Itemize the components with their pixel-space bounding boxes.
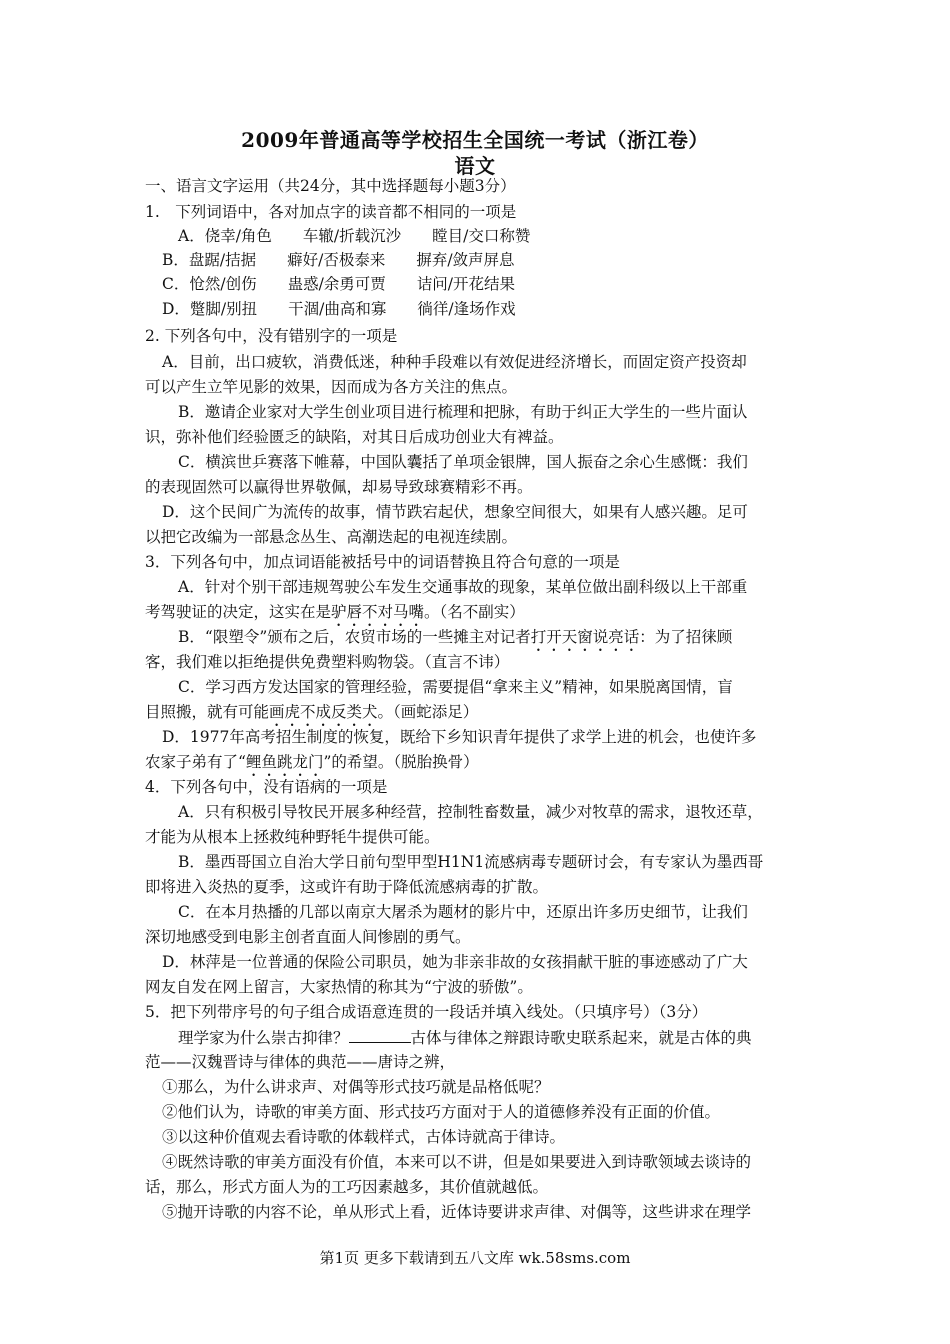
q3-a-text-before: 考驾驶证的决定，这实在是 bbox=[145, 603, 332, 621]
q2-option-a-line2: 可以产生立竿见影的效果，因而成为各方关注的焦点。 bbox=[145, 378, 518, 396]
q5-sentence-1: ①那么，为什么讲求声、对偶等形式技巧就是品格低呢？ bbox=[162, 1078, 550, 1096]
q2-option-c-line1: C．横滨世乒赛落下帷幕，中国队囊括了单项金银牌，国人振奋之余心生感慨：我们 bbox=[178, 453, 748, 471]
q3-d-text-after: ”的希望。（脱胎换骨） bbox=[323, 753, 479, 771]
q4-option-c-line1: C．在本月热播的几部以南京大屠杀为题材的影片中，还原出许多历史细节，让我们 bbox=[178, 903, 748, 921]
exam-subject: 语文 bbox=[454, 154, 496, 178]
q2-option-a-line1: A．目前，出口疲软，消费低迷，种种手段难以有效促进经济增长，而固定资产投资却 bbox=[162, 353, 747, 371]
q1-option-d: D．蹩脚/别扭 干涸/曲高和寡 徜徉/逢场作戏 bbox=[162, 300, 516, 318]
q3-c-text-before: 目照搬，就有可能 bbox=[145, 703, 270, 721]
q3-b-text-after: ：为了招徕顾 bbox=[639, 628, 733, 646]
answer-blank[interactable] bbox=[349, 1027, 411, 1043]
q3-option-b-line2: 客，我们难以拒绝提供免费塑料购物袋。（直言不讳） bbox=[145, 653, 510, 671]
q3-option-d-line2 bbox=[145, 752, 479, 780]
q3-a-text-after: 。（名不副实） bbox=[424, 603, 525, 621]
exam-title: 2009年普通高等学校招生全国统一考试（浙江卷） bbox=[241, 128, 709, 152]
q4-option-d-line2: 网友自发在网上留言，大家热情的称其为“宁波的骄傲”。 bbox=[145, 978, 533, 996]
q2-option-d-line2: 以把它改编为一部悬念丛生、高潮迭起的电视连续剧。 bbox=[145, 528, 518, 546]
q4-option-c-line2: 深切地感受到电影主创者直面人间惨剧的勇气。 bbox=[145, 928, 471, 946]
q3-stem: 3．下列各句中，加点词语能被括号中的词语替换且符合句意的一项是 bbox=[145, 553, 620, 571]
q3-option-d-line1: D．1977年高考招生制度的恢复，既给下乡知识青年提供了求学上进的机会，也使许多 bbox=[162, 728, 757, 746]
q5-passage-before-blank: 理学家为什么崇古抑律？ bbox=[178, 1029, 349, 1047]
q1-option-c: C．怆然/创伤 蛊惑/余勇可贾 诘问/开花结果 bbox=[162, 275, 516, 293]
q4-option-d-line1: D．林萍是一位普通的保险公司职员，她为非亲非故的女孩捐献干脏的事迹感动了广大 bbox=[162, 953, 748, 971]
q4-option-b-line2: 即将进入炎热的夏季，这或许有助于降低流感病毒的扩散。 bbox=[145, 878, 549, 896]
q1-option-b: B．盘踞/拮据 癖好/否极泰来 摒弃/敛声屏息 bbox=[162, 251, 515, 269]
q3-option-c-line2 bbox=[145, 702, 478, 730]
q5-stem: 5．把下列带序号的句子组合成语意连贯的一段话并填入线处。（只填序号）（3分） bbox=[145, 1003, 708, 1021]
q2-option-b-line2: 识，弥补他们经验匮乏的缺陷，对其日后成功创业大有裨益。 bbox=[145, 428, 564, 446]
q2-option-b-line1: B．邀请企业家对大学生创业项目进行梳理和把脉，有助于纠正大学生的一些片面认 bbox=[178, 403, 748, 421]
q3-b-text-before: B．“限塑令”颁布之后，农贸市场的一些摊主对记者 bbox=[178, 628, 531, 646]
q3-d-dotted-phrase: 鲤鱼跳龙门 bbox=[245, 753, 324, 771]
q3-b-dotted-phrase: 打开天窗说亮话 bbox=[530, 628, 640, 646]
q1-stem: 1. 下列词语中，各对加点字的读音都不相同的一项是 bbox=[145, 203, 517, 221]
q5-sentence-2: ②他们认为，诗歌的审美方面、形式技巧方面对于人的道德修养没有正面的价值。 bbox=[162, 1103, 721, 1121]
q5-sentence-4-line1: ④既然诗歌的审美方面没有价值，本来可以不讲，但是如果要进入到诗歌领域去谈诗的 bbox=[162, 1153, 752, 1171]
q5-passage-after-blank: 古体与律体之辩跟诗歌史联系起来，就是古体的典 bbox=[410, 1029, 752, 1047]
q4-option-a-line1: A．只有积极引导牧民开展多种经营，控制牲畜数量，减少对牧草的需求，退牧还草， bbox=[178, 803, 763, 821]
page-footer: 第1页 更多下载请到五八文库 wk.58sms.com bbox=[319, 1249, 631, 1267]
q5-sentence-4-line2: 话，那么，形式方面人为的工巧因素越多，其价值就越低。 bbox=[145, 1178, 549, 1196]
q2-stem: 2. 下列各句中，没有错别字的一项是 bbox=[145, 327, 398, 345]
q1-option-a: A．侥幸/角色 车辙/折载沉沙 瞠目/交口称赞 bbox=[178, 227, 531, 245]
q2-option-c-line2: 的表现固然可以赢得世界敬佩，却易导致球赛精彩不再。 bbox=[145, 478, 533, 496]
section-heading: 一、语言文字运用（共24分，其中选择题每小题3分） bbox=[145, 177, 516, 195]
q2-option-d-line1: D．这个民间广为流传的故事，情节跌宕起伏，想象空间很大，如果有人感兴趣。足可 bbox=[162, 503, 748, 521]
q3-c-dotted-phrase: 画虎不成反类犬 bbox=[269, 703, 378, 721]
q3-d-text-before: 农家子弟有了“ bbox=[145, 753, 246, 771]
q5-sentence-3: ③以这种价值观去看诗歌的体载样式，古体诗就高于律诗。 bbox=[162, 1128, 566, 1146]
q4-option-b-line1: B．墨西哥国立自治大学日前句型甲型H1N1流感病毒专题研讨会，有专家认为墨西哥 bbox=[178, 853, 764, 871]
q3-a-dotted-phrase: 驴唇不对马嘴 bbox=[331, 603, 425, 621]
q4-stem: 4．下列各句中，没有语病的一项是 bbox=[145, 778, 388, 796]
q5-sentence-5: ⑤抛开诗歌的内容不论，单从形式上看，近体诗要讲求声律、对偶等，这些讲求在理学 bbox=[162, 1203, 752, 1221]
q3-option-b-line1 bbox=[178, 627, 732, 655]
q3-c-text-after: 。（画蛇添足） bbox=[377, 703, 479, 721]
q5-passage-line1 bbox=[178, 1027, 752, 1048]
q3-option-a-line1: A．针对个别干部违规驾驶公车发生交通事故的现象，某单位做出副科级以上干部重 bbox=[178, 578, 748, 596]
q3-option-c-line1: C．学习西方发达国家的管理经验，需要提倡“拿来主义”精神，如果脱离国情，盲 bbox=[178, 678, 733, 696]
q4-option-a-line2: 才能为从根本上拯救纯种野牦牛提供可能。 bbox=[145, 828, 440, 846]
q5-passage-line2: 范——汉魏晋诗与律体的典范——唐诗之辨， bbox=[145, 1053, 456, 1071]
q3-option-a-line2 bbox=[145, 602, 525, 630]
